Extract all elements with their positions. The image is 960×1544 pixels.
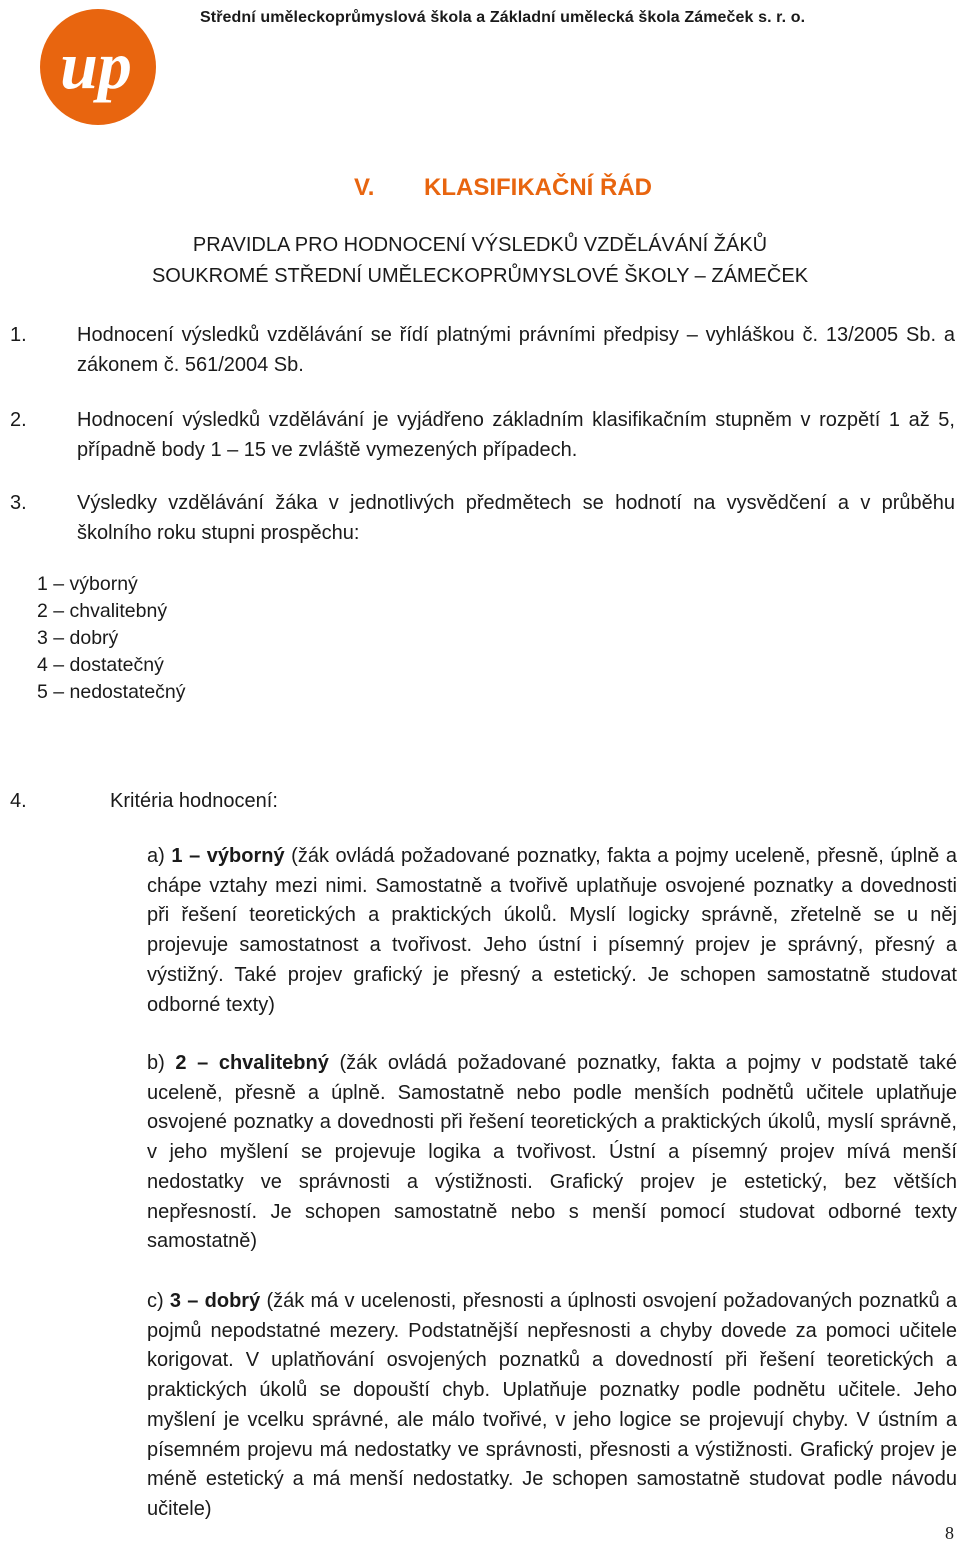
criteria-heading: Kritéria hodnocení: [110,790,278,812]
criterion-a [147,842,957,1020]
school-header: Střední uměleckoprůmyslová škola a Základní umělecká škola Zámeček s. r. o. [200,9,806,26]
criterion-text: (žák ovládá požadované poznatky, fakta a pojmy v podstatě také uceleně, přesně a úplně. Samostatně nebo podle menších podnětů učitele uplatňuje osvojené poznatky a dovednosti při řešení teoretických a praktických úkolů, myslí správně, v jeho myšlení se projevuje logika a tvořivost. Ústní a písemný projev mívá menší nedostatky ve správnosti a výstižnosti. Grafický projev je estetický, bez větších nepřesností. Je schopen samostatně nebo s menší pomocí studovat odborné texty samostatně) [147,1052,957,1253]
subtitle-line-1: PRAVIDLA PRO HODNOCENÍ VÝSLEDKŮ VZDĚLÁVÁNÍ ŽÁKŮ [192,234,768,256]
criterion-grade: 1 – výborný [171,845,285,867]
criterion-grade: 3 – dobrý [169,1290,261,1312]
list-item: 5 – nedostatečný [37,681,186,703]
chapter-title [354,174,652,202]
list-item: 1 – výborný [37,573,138,595]
list-item: 2 – chvalitebný [37,600,168,622]
criterion-text: (žák ovládá požadované poznatky, fakta a pojmy uceleně, přesně, úplně a chápe vztahy mezi nimi. Samostatně a tvořivě uplatňuje osvojené poznatky a dovednosti při řešení teoretických a praktických úkolů. Myslí logicky správně, zřetelně se u něj projevuje samostatnost a tvořivost. Jeho ústní i písemný projev je správný, přesný a výstižný. Také projev grafický je přesný a estetický. Je schopen samostatně studovat odborné texty) [147,845,957,1016]
list-item: 3 – dobrý [37,627,119,649]
grade-list [37,571,186,706]
point-3 [10,488,955,548]
school-logo [36,6,160,128]
logo-text: up [60,27,132,103]
chapter-name: KLASIFIKAČNÍ ŘÁD [424,174,652,201]
point-number: 2. [10,409,27,431]
criterion-grade: 2 – chvalitebný [175,1052,329,1074]
list-item: 4 – dostatečný [37,654,164,676]
criterion-b [147,1049,957,1257]
criterion-prefix: a) [147,845,165,867]
point-text: Hodnocení výsledků vzdělávání se řídí platnými právními předpisy – vyhláškou č. 13/2005 Sb. a zákonem č. 561/2004 Sb. [77,324,955,376]
criterion-c [147,1287,957,1525]
criteria-number: 4. [10,790,27,812]
page-number: 8 [945,1523,954,1543]
point-number: 1. [10,324,27,346]
chapter-number: V. [354,174,375,201]
point-2 [10,405,955,465]
criterion-prefix: c) [147,1290,164,1312]
point-text: Výsledky vzdělávání žáka v jednotlivých předmětech se hodnotí na vysvědčení a v průběhu školního roku stupni prospěchu: [77,492,955,544]
logo-icon [36,6,160,128]
point-text: Hodnocení výsledků vzdělávání je vyjádřeno základním klasifikačním stupněm v rozpětí 1 až 5, případně body 1 – 15 ve zvláště vymezených případech. [77,409,955,461]
point-1 [10,320,955,380]
criterion-text: (žák má v ucelenosti, přesnosti a úplnosti osvojení požadovaných poznatků a pojmů nepodstatné mezery. Podstatnější nepřesnosti a chyby dovede za pomoci učitele korigovat. V uplatňování osvojených poznatků a dovedností při řešení teoretických a praktických úkolů se dopouští chyb. Uplatňuje poznatky podle podnětu učitele. Jeho myšlení je vcelku správné, ale málo tvořivé, v jeho logice se projevují chyby. V ústním a písemném projevu má nedostatky ve správnosti, přesnosti a výstižnosti. Grafický projev je méně estetický a má menší nedostatky. Je schopen samostatně studovat podle návodu učitele) [147,1290,958,1520]
point-number: 3. [10,492,27,514]
criterion-prefix: b) [147,1052,165,1074]
subtitle-line-2: SOUKROMÉ STŘEDNÍ UMĚLECKOPRŮMYSLOVÉ ŠKOLY – ZÁMEČEK [151,265,809,287]
